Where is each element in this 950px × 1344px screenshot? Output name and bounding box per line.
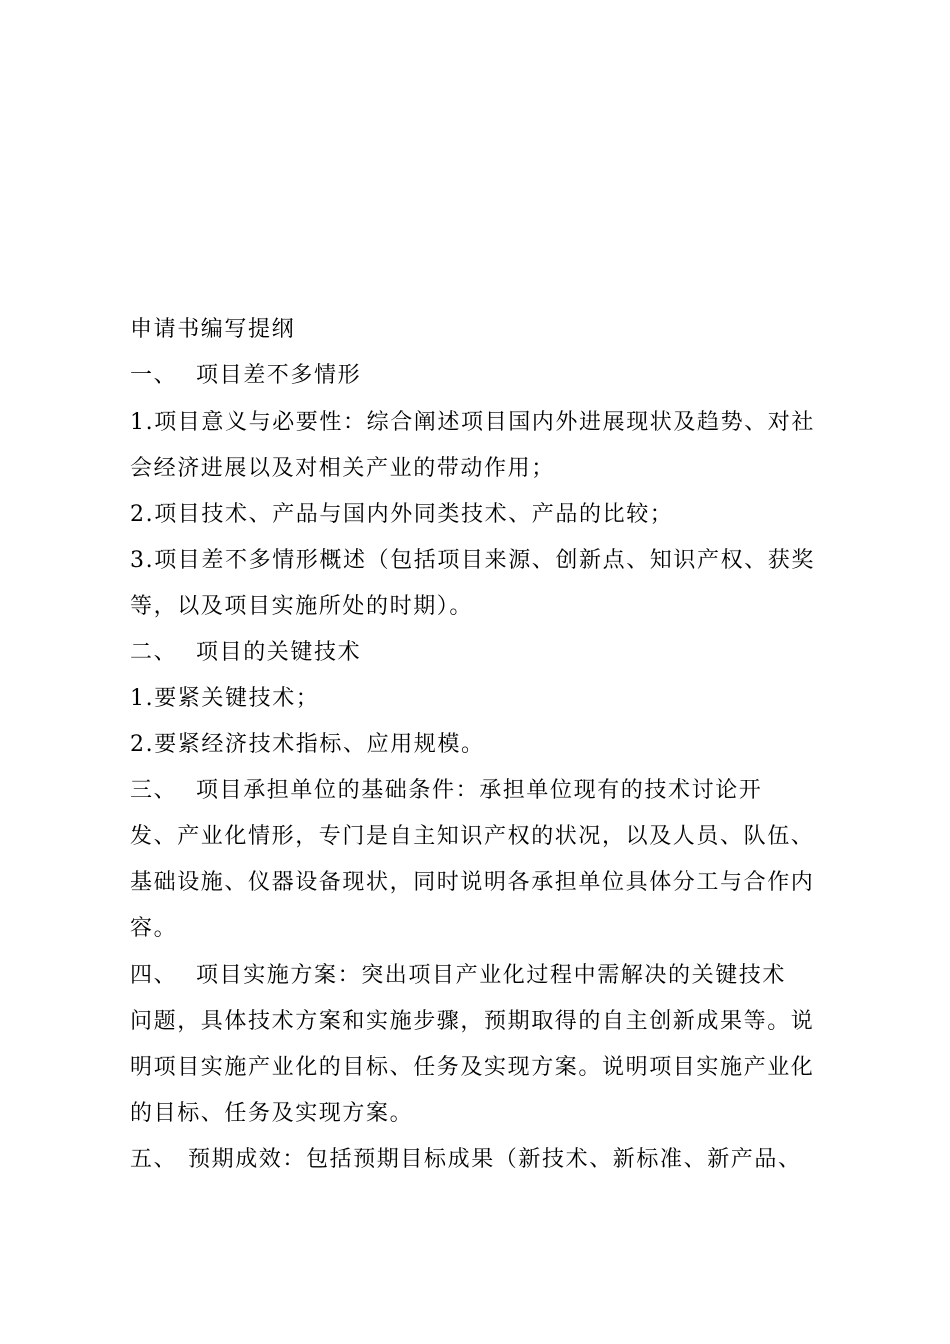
section-number: 三、	[130, 778, 178, 803]
section-title: 预期成效：包括预期目标成果（新技术、新标准、新产品、	[188, 1147, 802, 1172]
section-heading-4	[130, 961, 786, 991]
section-heading-3	[130, 776, 762, 806]
paragraph-line: 2.项目技术、产品与国内外同类技术、产品的比较；	[130, 502, 674, 527]
paragraph-line: 3.项目差不多情形概述（包括项目来源、创新点、知识产权、获奖	[130, 548, 815, 573]
document-title: 申请书编写提纲	[130, 317, 296, 342]
section-title: 项目差不多情形	[196, 363, 362, 388]
paragraph-line: 1.项目意义与必要性：综合阐述项目国内外进展现状及趋势、对社	[130, 410, 815, 435]
paragraph-line: 的目标、任务及实现方案。	[130, 1101, 414, 1126]
section-heading-2	[130, 638, 361, 668]
paragraph-line: 容。	[130, 916, 178, 941]
section-title: 项目的关键技术	[196, 640, 362, 665]
section-title: 项目实施方案：突出项目产业化过程中需解决的关键技术	[196, 963, 787, 988]
section-heading-5	[130, 1145, 802, 1175]
paragraph-line: 1.要紧关键技术；	[130, 686, 320, 711]
section-title: 项目承担单位的基础条件：承担单位现有的技术讨论开	[196, 778, 763, 803]
paragraph-line: 会经济进展以及对相关产业的带动作用；	[130, 456, 555, 481]
paragraph-line: 等，以及项目实施所处的时期）。	[130, 594, 474, 619]
section-number: 二、	[130, 640, 178, 665]
section-heading-1	[130, 361, 361, 391]
section-number: 一、	[130, 363, 178, 388]
section-number: 五、	[130, 1147, 178, 1172]
paragraph-line: 问题，具体技术方案和实施步骤，预期取得的自主创新成果等。说	[130, 1009, 815, 1034]
paragraph-line: 明项目实施产业化的目标、任务及实现方案。说明项目实施产业化	[130, 1055, 815, 1080]
section-number: 四、	[130, 963, 178, 988]
paragraph-line: 基础设施、仪器设备现状，同时说明各承担单位具体分工与合作内	[130, 870, 815, 895]
paragraph-line: 2.要紧经济技术指标、应用规模。	[130, 732, 485, 757]
paragraph-line: 发、产业化情形，专门是自主知识产权的状况，以及人员、队伍、	[130, 824, 815, 849]
